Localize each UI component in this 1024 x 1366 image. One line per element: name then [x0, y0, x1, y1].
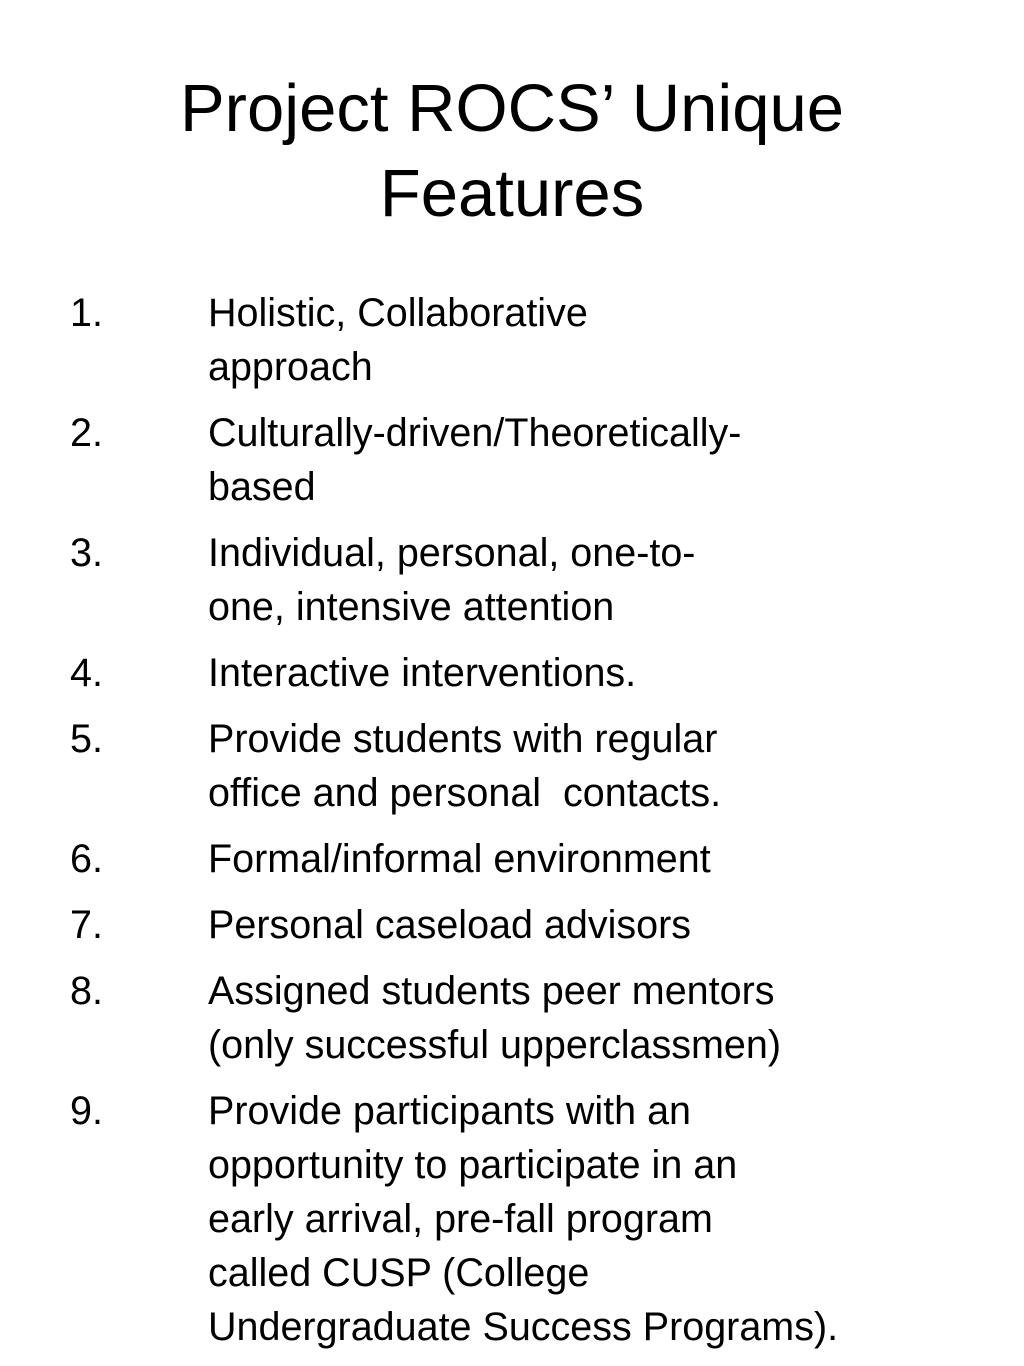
list-item	[70, 406, 970, 514]
list-item	[70, 832, 970, 886]
list-item	[70, 964, 970, 1072]
list-item-line: Personal caseload advisors	[208, 903, 692, 947]
list-item-line: (only successful upperclassmen)	[208, 1023, 781, 1067]
list-item-line: Provide participants with an	[208, 1089, 692, 1133]
slide-title-line: Features	[379, 156, 645, 231]
list-item-text	[208, 964, 970, 1072]
list-item-number: 3.	[70, 531, 103, 575]
list-item-text	[208, 286, 970, 394]
list-item-text	[208, 1084, 970, 1354]
list-item-text	[208, 832, 970, 886]
list-item	[70, 1084, 970, 1354]
list-item-number: 9.	[70, 1089, 103, 1133]
list-item	[70, 646, 970, 700]
list-item	[70, 898, 970, 952]
list-item-line: Interactive interventions.	[208, 651, 637, 695]
feature-list	[70, 286, 970, 1366]
list-item-number: 2.	[70, 411, 103, 455]
list-item-line: Formal/informal environment	[208, 837, 711, 881]
list-item-number: 6.	[70, 837, 103, 881]
list-item	[70, 526, 970, 634]
list-item-line: based	[208, 465, 316, 509]
slide-title-line: Project ROCS’ Unique	[179, 71, 845, 146]
list-item-number: 7.	[70, 903, 103, 947]
list-item-line: approach	[208, 345, 373, 389]
list-item	[70, 286, 970, 394]
list-item-number: 5.	[70, 717, 103, 761]
list-item-line: Assigned students peer mentors	[208, 969, 775, 1013]
list-item-line: Undergraduate Success Programs).	[208, 1305, 839, 1349]
list-item-number: 8.	[70, 969, 103, 1013]
list-item-line: office and personal contacts.	[208, 771, 722, 815]
list-item-line: one, intensive attention	[208, 585, 615, 629]
list-item-line: Individual, personal, one-to-	[208, 531, 696, 575]
list-item-text	[208, 712, 970, 820]
list-item-number: 1.	[70, 291, 103, 335]
list-item-text	[208, 406, 970, 514]
list-item-line: early arrival, pre-fall program	[208, 1197, 713, 1241]
list-item-line: opportunity to participate in an	[208, 1143, 738, 1187]
list-item-number: 4.	[70, 651, 103, 695]
slide-title	[0, 66, 1024, 236]
list-item-line: called CUSP (College	[208, 1251, 590, 1295]
list-item-line: Holistic, Collaborative	[208, 291, 588, 335]
list-item-line: Culturally-driven/Theoretically-	[208, 411, 742, 455]
list-item-text	[208, 526, 970, 634]
list-item-text	[208, 898, 970, 952]
list-item	[70, 712, 970, 820]
list-item-text	[208, 646, 970, 700]
list-item-line: Provide students with regular	[208, 717, 718, 761]
